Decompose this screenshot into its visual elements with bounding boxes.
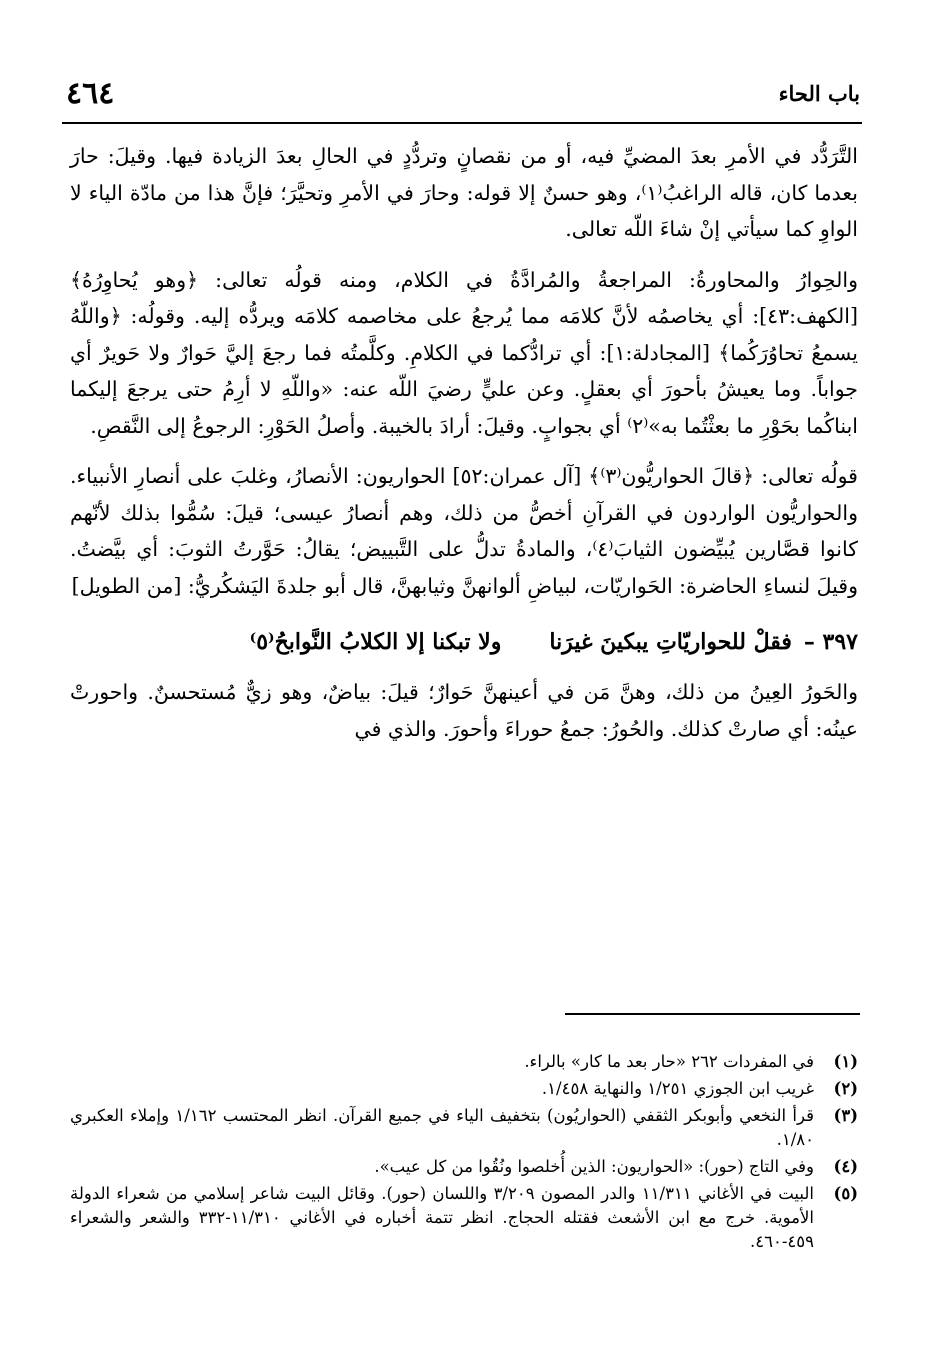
footnote-item: [70, 1050, 858, 1074]
footnotes: [70, 1050, 858, 1257]
footnote-text: غريب ابن الجوزي ١/٢٥١ والنهاية ١/٤٥٨.: [541, 1079, 814, 1098]
section-title: باب الحاء: [778, 81, 860, 106]
verse-second-hemistich: ولا تبكنا إلا الكلابُ النَّوابحُ⁽٥⁾: [249, 629, 502, 655]
footnote-item: [70, 1182, 858, 1254]
footnote-text: قرأ النخعي وأبوبكر الثقفي (الحواريُون) بتخفيف الياء في جميع القرآن. انظر المحتسب ١/١٦٢ وإملاء العكبري ١/٨٠.: [70, 1106, 814, 1149]
footnote-number: (٢): [833, 1079, 858, 1098]
verse-number: ٣٩٧ –: [803, 629, 858, 655]
footnote-number: (٥): [833, 1184, 858, 1203]
paragraph-4: والحَورُ العِينُ من ذلك، وهنَّ مَن في أعينهنَّ حَوارٌ؛ قيلَ: بياضٌ، وهو زيٌّ مُستحسنٌ. واحورتْ عينُه: أي صارتْ كذلك. والحُورُ: جمعُ حوراءَ وأحورَ. والذي في: [70, 680, 858, 741]
footnote-number: (٣): [833, 1106, 858, 1125]
footnote-item: [70, 1155, 858, 1179]
footnote-item: [70, 1104, 858, 1152]
footnote-divider: [565, 1013, 860, 1015]
header-divider: [62, 122, 862, 124]
page-header: [66, 74, 860, 114]
main-text: [70, 138, 858, 747]
paragraph-3: قولُه تعالى: ﴿قالَ الحواريُّون⁽٣⁾﴾ [آل عمران:٥٢] الحواريون: الأنصارُ، وغلبَ على أنصارِ الأنبياء. والحواريُّون الواردون في القرآنِ أخصُّ من ذلك، وهم أنصارُ عيسى؛ قيلَ: سُمُّوا بذلك لأنّهم كانوا قصَّارين يُبيِّضون الثيابَ⁽٤⁾، والمادةُ تدلُّ على التَّبييض؛ يقالُ: حَوَّرتُ الثوبَ: أي بيَّضتُ. وقيلَ لنساءِ الحاضرة: الحَواريّات، لبياضِ ألوانهنَّ وثيابهنَّ، قال أبو جلدةَ اليَشكُريُّ: [من الطويل]: [70, 464, 858, 598]
paragraph-1: التَّرَدُّد في الأمرِ بعدَ المضيِّ فيه، أو من نقصانٍ وتردُّدٍ في الحالِ بعدَ الزيادة فيها. وقيلَ: حارَ بعدما كان، قاله الراغبُ⁽١⁾، وهو حسنٌ إلا قوله: وحارَ في الأمرِ وتحيَّرَ؛ فإنَّ هذا من مادّة الياء لا الواوِ كما سيأتي إنْ شاءَ اللّه تعالى.: [70, 144, 858, 241]
footnote-number: (٤): [833, 1157, 858, 1176]
verse-first-hemistich: فقلْ للحواريّاتِ يبكينَ غيرَنا: [549, 629, 792, 655]
poetry-verse: [70, 624, 858, 660]
footnote-text: البيت في الأغاني ١١/٣١١ والدر المصون ٣/٢٠٩ واللسان (حور). وقائل البيت شاعر إسلامي من شعراء الدولة الأموية. خرج مع ابن الأشعث فقتله الحجاج. انظر تتمة أخباره في الأغاني ١١/٣١٠-٣٣٢ والشعر والشعراء ٤٥٩-٤٦٠.: [70, 1184, 814, 1251]
footnote-text: في المفردات ٢٦٢ «حار بعد ما كار» بالراء.: [524, 1052, 814, 1071]
page-number: ٤٦٤: [66, 76, 115, 111]
footnote-item: [70, 1077, 858, 1101]
footnote-number: (١): [833, 1052, 858, 1071]
paragraph-2: والحِوارُ والمحاورةُ: المراجعةُ والمُرادَّةُ في الكلام، ومنه قولُه تعالى: ﴿وهو يُحاوِرُهُ﴾ [الكهف:٤٣]: أي يخاصمُه لأنَّ كلامَه مما يُرجعُ على مخاصمه كلامَه ويردُّه إليه. وقولُه: ﴿واللّهُ يسمعُ تحاوُرَكُما﴾ [المجادلة:١]: أي ترادُّكما في الكلامِ. وكلَّمتُه فما رجعَ إليَّ حَوارٌ ولا حَويرٌ أي جواباً. وما يعيشُ بأحورَ أي بعقلٍ. وعن عليٍّ رضيَ اللّه عنه: «واللّهِ لا أرِمُ حتى يرجعَ إليكما ابناكُما بحَوْرِ ما بعثْتُما به»⁽٢⁾ أي بجوابٍ. وقيلَ: أرادَ بالخيبة. وأصلُ الحَوْرِ: الرجوعُ إلى النَّقصِ.: [70, 267, 858, 438]
footnote-text: وفي التاج (حور): «الحواريون: الذين أُخلصوا ونُقُوا من كل عيب».: [374, 1157, 814, 1176]
